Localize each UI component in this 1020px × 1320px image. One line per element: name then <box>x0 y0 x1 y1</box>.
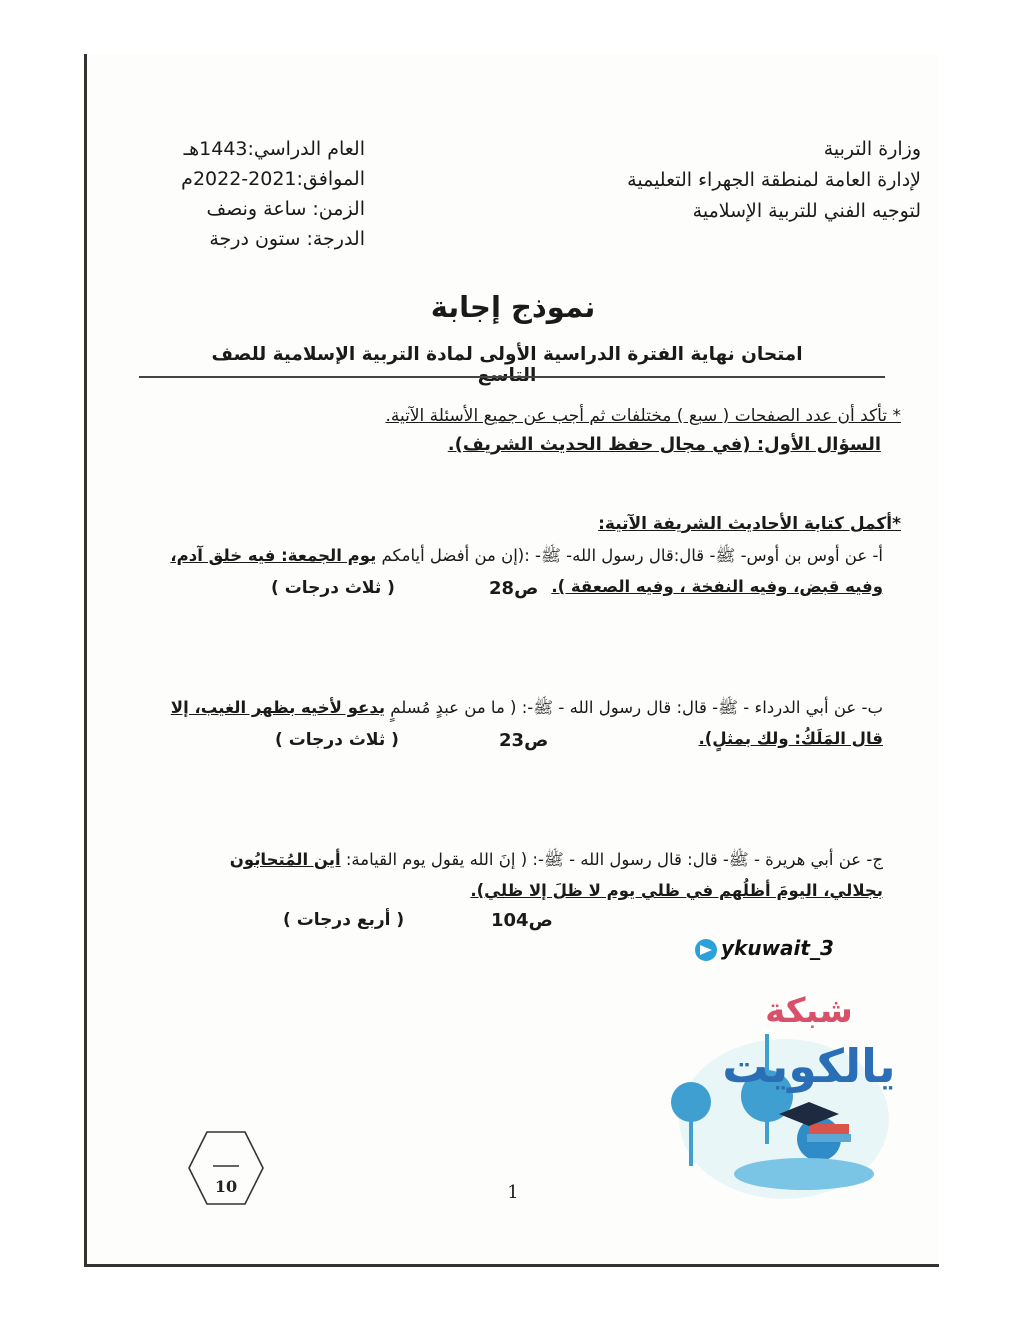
total-grade: الدرجة: ستون درجة <box>209 228 365 250</box>
page-number: 1 <box>507 1182 519 1203</box>
hadith-a-answer2: : فيه خلق آدم، <box>170 546 288 565</box>
exam-subtitle: امتحان نهاية الفترة الدراسية الأولى لمادة التربية الإسلامية للصف التاسع <box>211 344 803 386</box>
hadith-c-answer2: بجلالي، اليومَ أظلُهم في ظلي يوم لا ظلَ إلا ظلي). <box>470 881 883 900</box>
title-divider <box>139 376 885 378</box>
ministry-name: وزارة التربية <box>823 138 921 160</box>
hadith-c-line2 <box>470 881 883 900</box>
hadith-b-page-ref: ص23 <box>499 730 549 751</box>
hadith-a-page-ref: ص28 <box>489 578 539 599</box>
hadith-a-intro: أ- عن أوس بن أوس- ﷺ- قال:قال رسول الله- ﷺ- :(إن من أفضل أيامكم <box>381 546 883 565</box>
question-one-heading: السؤال الأول: (في مجال حفظ الحديث الشريف). <box>447 434 881 455</box>
logo-text-bottom: يالكويت <box>722 1039 896 1093</box>
hadith-b-intro: ب- عن أبي الدرداء - ﷺ- قال: قال رسول الله - ﷺ-: ( ما من عبدٍ مُسلمٍ <box>390 698 883 717</box>
hadith-b-line1 <box>171 698 883 722</box>
exam-page <box>84 54 939 1267</box>
page-title: نموذج إجابة <box>430 290 596 324</box>
hadith-a-line2 <box>551 577 883 596</box>
logo-text-top: شبكة <box>765 991 853 1031</box>
district-name: لإدارة العامة لمنطقة الجهراء التعليمية <box>627 169 921 191</box>
hadith-b-line2 <box>698 729 883 748</box>
ykuwait-logo <box>659 974 909 1204</box>
hadith-b-marks: ( ثلاث درجات ) <box>275 730 399 750</box>
department-name: لتوجيه الفني للتربية الإسلامية <box>692 200 921 222</box>
hadith-c-page-ref: ص104 <box>491 910 553 931</box>
telegram-watermark <box>695 936 834 961</box>
telegram-handle: ykuwait_3 <box>721 936 834 960</box>
hadith-a-answer1: يوم الجمعة <box>287 546 377 565</box>
hadith-c-line1 <box>230 850 883 874</box>
complete-instruction: *أكمل كتابة الأحاديث الشريفة الآتية: <box>598 514 901 534</box>
exam-info <box>145 134 365 254</box>
hadith-a-marks: ( ثلاث درجات ) <box>271 578 395 598</box>
gregorian-year: الموافق:2021-2022م <box>181 168 365 190</box>
instructions-note: * تأكد أن عدد الصفحات ( سبع ) مختلفات ثم أجب عن جميع الأسئلة الآتية. <box>385 406 901 426</box>
hadith-c-marks: ( أربع درجات ) <box>283 910 405 930</box>
telegram-icon <box>695 939 717 961</box>
hadith-a-line1 <box>170 546 883 570</box>
hadith-c-intro: ج- عن أبي هريرة - ﷺ- قال: قال رسول الله - ﷺ-: ( إنَ الله يقول يوم القيامة: <box>345 850 883 869</box>
exam-duration: الزمن: ساعة ونصف <box>206 198 365 220</box>
score-value: 10 <box>214 1177 238 1196</box>
hadith-b-answer1: يدعو لأخيه بظهر الغيب، إلا <box>170 698 386 717</box>
ministry-header <box>627 134 921 227</box>
hadith-b-answer2: قال المَلَكُ: ولك بمثلٍ). <box>698 729 883 748</box>
hadith-c-answer1: أين المُتحابُون <box>229 850 341 869</box>
logo-lettering <box>722 991 895 1093</box>
academic-year: العام الدراسي:1443هـ <box>183 138 365 160</box>
hadith-a-answer3: وفيه قبض، وفيه النفخة ، وفيه الصعقة ). <box>551 577 883 596</box>
